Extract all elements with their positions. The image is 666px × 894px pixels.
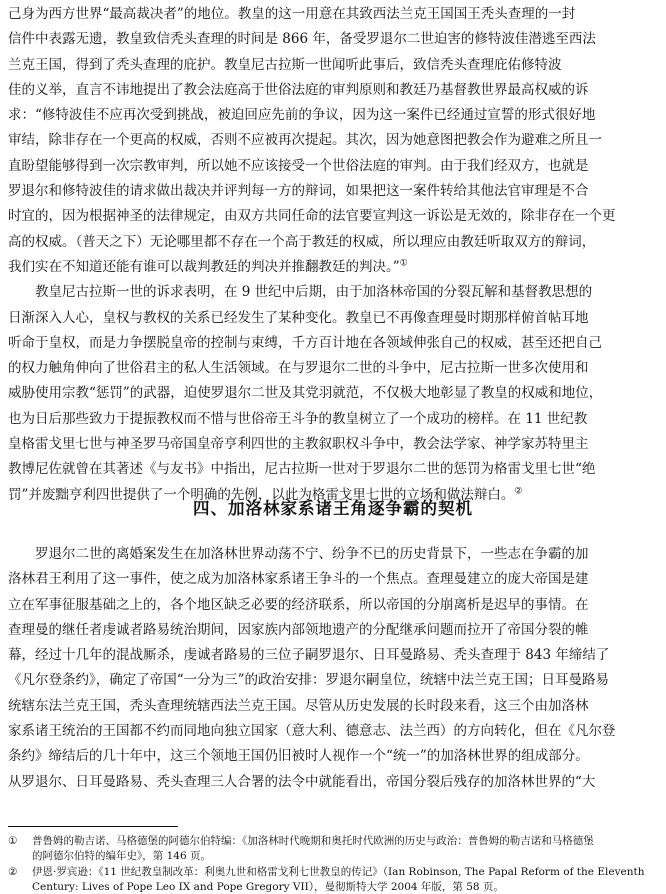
text-line: 威胁使用宗教“惩罚”的武器，迫使罗退尔二世及其党羽就范，不仅极大地彰显了教皇的权威和地位， [8, 381, 658, 406]
footnotes [8, 834, 658, 894]
text-line: 《凡尔登条约》，确定了帝国“一分为三”的政治安排：罗退尔嗣皇位，统辖中法兰克王国；日耳曼路易 [8, 668, 658, 693]
quote-end-text: 我们实在不知道还能有谁可以裁判教廷的判决并推翻教廷的判决。” [8, 259, 400, 275]
text-line: 罗退尔二世的离婚案发生在加洛林世界动荡不宁、纷争不已的历史背景下，一些志在争霸的加 [8, 542, 658, 567]
text-line [8, 255, 658, 280]
text-line: 教皇尼古拉斯一世的诉求表明，在 9 世纪中后期，由于加洛林帝国的分裂瓦解和基督教思想的 [8, 280, 658, 305]
text-line: 幕，经过十几年的混战厮杀，虔诚者路易的三位子嗣罗退尔、日耳曼路易、秃头查理于 843 年缔结了 [8, 643, 658, 668]
footnote-line: 的阿德尔伯特的编年史》，第 146 页。 [32, 849, 658, 864]
text-line: 佳的义举，直言不讳地提出了教会法庭高于世俗法庭的审判原则和教廷乃基督教世界最高权威的诉 [8, 78, 658, 103]
text-line: 日渐深入人心，皇权与教权的关系已经发生了某种变化。教皇已不再像查理曼时期那样俯首帖耳地 [8, 306, 658, 331]
text-line: 查理曼的继任者虔诚者路易统治期间，因家族内部领地遗产的分配继承问题而拉开了帝国分裂的帷 [8, 618, 658, 643]
footnote-1 [8, 834, 658, 863]
text-line: 教博尼佐就曾在其著述《与友书》中指出，尼古拉斯一世对于罗退尔二世的惩罚为格雷戈里七世“绝 [8, 457, 658, 482]
text-line: 兰克王国，得到了秃头查理的庇护。教皇尼古拉斯一世闻听此事后，致信秃头查理庇佑修特波 [8, 53, 658, 78]
text-line: 信件中表露无遗，教皇致信秃头查理的时间是 866 年，备受罗退尔二世迫害的修特波佳潜逃至西法 [8, 27, 658, 52]
footnote-line: 伊恩·罗宾逊：《11 世纪教皇制改革：利奥九世和格雷戈利七世教皇的传记》（Ian Robinson, The Papal Reform of the Eleventh [32, 865, 658, 880]
footnote-ref-1[interactable]: ① [400, 258, 408, 268]
text-line: 高的权威。（普天之下）无论哪里都不存在一个高于教廷的权威，所以理应由教廷听取双方的辩词， [8, 230, 658, 255]
text-line: 立在军事征服基础之上的，各个地区缺乏必要的经济联系，所以帝国的分崩离析是迟早的事情。在 [8, 593, 658, 618]
text-line: 也为日后那些致力于提振教权而不惜与世俗帝王斗争的教皇树立了一个成功的榜样。在 11 世纪教 [8, 407, 658, 432]
text-line: 洛林君王利用了这一事件，使之成为加洛林家系诸王争斗的一个焦点。查理曼建立的庞大帝国是建 [8, 567, 658, 592]
text-line: 皇格雷戈里七世与神圣罗马帝国皇帝亨利四世的主教叙职权斗争中，教会法学家、神学家苏特里主 [8, 432, 658, 457]
text-line: 统辖东法兰克王国，秃头查理统辖西法兰克王国。尽管从历史发展的长时段来看，这三个由加洛林 [8, 694, 658, 719]
text-line: 求：“修特波佳不应再次受到挑战，被迫回应先前的争议，因为这一案件已经通过宣誓的形式很好地 [8, 103, 658, 128]
text-line: 的权力触角伸向了世俗君主的私人生活领域。在与罗退尔二世的斗争中，尼古拉斯一世多次使用和 [8, 356, 658, 381]
text-line: 己身为西方世界“最高裁决者”的地位。教皇的这一用意在其致西法兰克王国国王秃头查理的一封 [8, 2, 658, 27]
text-line: 审结，除非存在一个更高的权威，否则不应被再次提起。其次，因为她意图把教会作为避难之所且一 [8, 128, 658, 153]
text-line: 时宜的，因为根据神圣的法律规定，由双方共同任命的法官要宣判这一诉讼是无效的，除非存在一个更 [8, 204, 658, 229]
section-two [8, 542, 658, 795]
text-line: 家系诸王统治的王国都不约而同地向独立国家（意大利、德意志、法兰西）的方向转化，但在《凡尔登 [8, 719, 658, 744]
section-heading: 四、加洛林家系诸王角逐争霸的契机 [0, 495, 666, 519]
text-line: 直盼望能够得到一次宗教审判，所以她不应该接受一个世俗法庭的审判。由于我们经双方，也就是 [8, 154, 658, 179]
footnote-mark: ① [8, 834, 32, 863]
text-line: 从罗退尔、日耳曼路易、秃头查理三人合署的法令中就能看出，帝国分裂后残存的加洛林世界的“大 [8, 770, 658, 795]
footnote-ref-2[interactable]: ② [514, 486, 522, 496]
paragraph-end-text: 罚”并废黜亨利四世提供了一个明确的先例，以此为格雷戈里七世的立场和做法辩白。 [8, 487, 514, 503]
text-line: 条约》缔结后的几十年中，这三个领地王国仍旧被时人视作一个“统一”的加洛林世界的组成部分。 [8, 744, 658, 769]
text-line: 听命于皇权，而是力争摆脱皇帝的控制与束缚，千方百计地在各领域伸张自己的权威，甚至还把自己 [8, 331, 658, 356]
footnote-mark: ② [8, 865, 32, 894]
text-line: 罗退尔和修特波佳的请求做出裁决并评判每一方的辩词，如果把这一案件转给其他法官审理是不合 [8, 179, 658, 204]
footnote-divider [8, 826, 178, 827]
section-one [8, 2, 658, 508]
footnote-line: Century: Lives of Pope Leo IX and Pope Gregory VII），曼彻斯特大学 2004 年版，第 58 页。 [32, 880, 658, 894]
footnote-line: 普鲁姆的勒吉诺、马格德堡的阿德尔伯特编：《加洛林时代晚期和奥托时代欧洲的历史与政治：普鲁姆的勒吉诺和马格德堡 [32, 834, 658, 849]
